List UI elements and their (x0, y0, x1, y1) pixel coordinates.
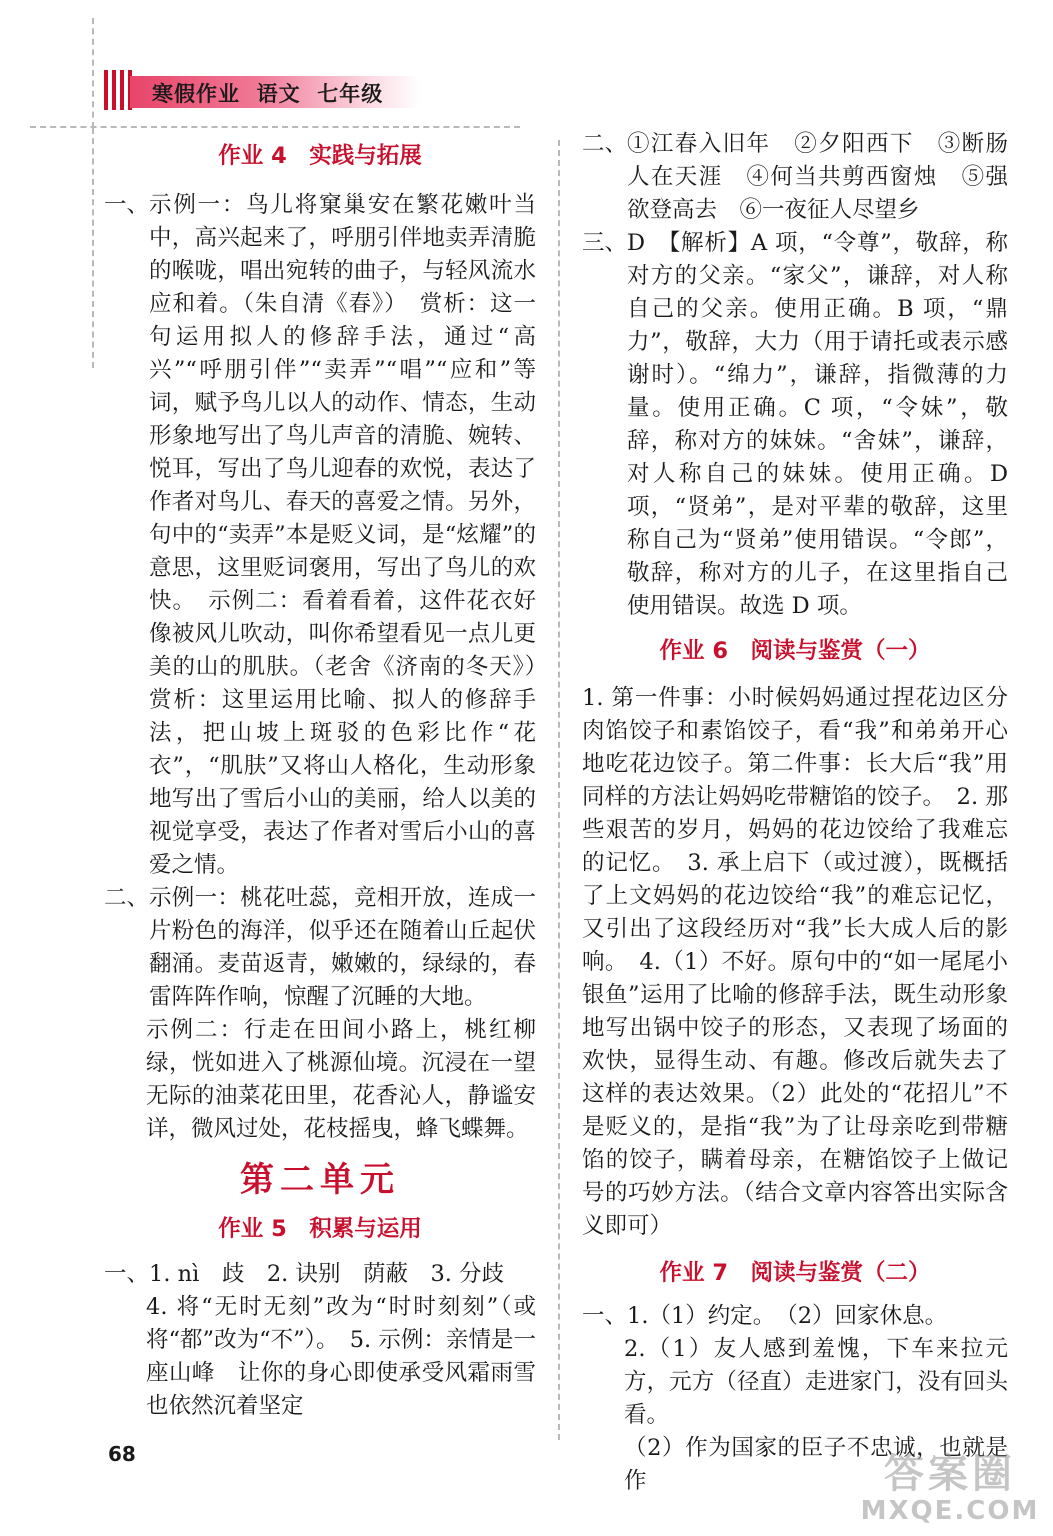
top-vertical-dashed-line (92, 18, 94, 128)
watermark-top-text: 答案圈 (884, 1451, 1016, 1497)
hw4-heading: 作业 4 实践与拓展 (218, 143, 422, 169)
hw7-answer-1-line-3: （2）作为国家的臣子不忠诚，也就是作 (624, 1435, 1008, 1494)
left-margin-dashed-line (92, 128, 94, 368)
hw7-answer-1 (582, 1300, 1008, 1333)
page-number: 68 (108, 1442, 136, 1466)
hw5-heading: 作业 5 积累与运用 (218, 1216, 422, 1242)
hw4-answer-2 (104, 882, 536, 1014)
hw5-answer-3-text: D 【解析】A 项，“令尊”，敬辞，称对方的父亲。“家父”，谦辞，对人称自己的父亲。使用正确。B 项，“鼎力”，敬辞，大力（用于请托或表示感谢时）。“绵力”，谦辞，指微薄的力量。使用正确。C 项，“令妹”，敬辞，称对方的妹妹。“舍妹”，谦辞，对人称自己的妹妹。使用正确。D 项，“贤弟”，是对平辈的敬辞，这里称自己为“贤弟”使用错误。“令郎”，敬辞，称对方的儿子，在这里指自己使用错误。故选 D 项。 (627, 230, 1008, 619)
hw7-answer-1-line-2: 2.（1）友人感到羞愧，下车来拉元方，元方（径直）走进家门，没有回头看。 (624, 1336, 1008, 1428)
item-marker: 二、 (104, 885, 150, 911)
hw5-answer-2 (582, 128, 1008, 227)
item-marker: 一、 (582, 1303, 628, 1329)
hw7-heading: 作业 7 阅读与鉴赏（二） (659, 1260, 931, 1286)
hw5-answer-1-rest: 4. 将“无时无刻”改为“时时刻刻”（或将“都”改为“不”）。 5. 示例：亲情是一座山峰 让你的身心即使承受风霜雨雪也依然沉着坚定 (146, 1294, 536, 1419)
hw5-answer-2-text: ①江春入旧年 ②夕阳西下 ③断肠人在天涯 ④何当共剪西窗烛 ⑤强欲登高去 ⑥一夜征人尽望乡 (627, 131, 1008, 223)
item-marker: 三、 (582, 230, 628, 256)
header-title: 寒假作业 语文 七年级 (152, 81, 384, 106)
column-divider-line (558, 140, 560, 1440)
hw7-answer-1-line-1: 1.（1）约定。 （2）回家休息。 (627, 1303, 948, 1329)
left-column (104, 140, 559, 1423)
right-column (582, 128, 1008, 1498)
hw4-answer-1 (104, 189, 559, 882)
hw4-answer-2-text: 示例一：桃花吐蕊，竞相开放，连成一片粉色的海洋，似乎还在随着山丘起伏翻涌。麦苗返青，嫩嫩的，绿绿的，春雷阵阵作响，惊醒了沉睡的大地。 (149, 885, 536, 1010)
item-marker: 一、 (104, 192, 150, 218)
header-dashed-line (30, 126, 520, 128)
hw5-answer-1-line-1: 1. nì 歧 2. 诀别 荫蔽 3. 分歧 (149, 1261, 505, 1287)
header-accent-bars (104, 70, 132, 110)
hw6-answer-text: 1. 第一件事：小时候妈妈通过捏花边区分肉馅饺子和素馅饺子，看“我”和弟弟开心地吃花边饺子。第二件事：长大后“我”用同样的方法让妈妈吃带糖馅的饺子。 2. 那些艰苦的岁月，妈妈的花边饺给了我难忘的记忆。 3. 承上启下（或过渡），既概括了上文妈妈的花边饺给“我”的难忘记忆，又引出了这段经历对“我”长大成人后的影响。 4.（1）不好。原句中的“如一尾尾小银鱼”运用了比喻的修辞手法，既生动形象地写出锅中饺子的形态，又表现了场面的欢快，显得生动、有趣。修改后就失去了这样的表达效果。（2）此处的“花招儿”不是贬义的，是指“我”为了让母亲吃到带糖馅的饺子，瞒着母亲，在糖馅饺子上做记号的巧妙方法。（结合文章内容答出实际含义即可） (582, 685, 1008, 1239)
watermark-bottom-text: MXQE.COM (860, 1496, 1040, 1526)
unit-title: 第二单元 (240, 1160, 400, 1200)
hw4-answer-1-text: 示例一：鸟儿将窠巢安在繁花嫩叶当中，高兴起来了，呼朋引伴地卖弄清脆的喉咙，唱出宛转的曲子，与轻风流水应和着。（朱自清《春》） 赏析：这一句运用拟人的修辞手法，通过“高兴”“呼朋引伴”“卖弄”“唱”“应和”等词，赋予鸟儿以人的动作、情态，生动形象地写出了鸟儿声音的清脆、婉转、悦耳，写出了鸟儿迎春的欢悦，表达了作者对鸟儿、春天的喜爱之情。另外，句中的“卖弄”本是贬义词，是“炫耀”的意思，这里贬词褒用，写出了鸟儿的欢快。 示例二：看着看着，这件花衣好像被风儿吹动，叫你希望看见一点儿更美的山的肌肤。（老舍《济南的冬天》） 赏析：这里运用比喻、拟人的修辞手法，把山坡上斑驳的色彩比作“花衣”，“肌肤”又将山人格化，生动形象地写出了雪后小山的美丽，给人以美的视觉享受，表达了作者对雪后小山的喜爱之情。 (149, 192, 559, 878)
hw4-answer-2-example-2: 示例二：行走在田间小路上，桃红柳绿，恍如进入了桃源仙境。沉浸在一望无际的油菜花田里，花香沁人，静谧安详，微风过处，花枝摇曳，蜂飞蝶舞。 (146, 1017, 536, 1142)
item-marker: 一、 (104, 1261, 150, 1287)
hw6-heading: 作业 6 阅读与鉴赏（一） (659, 638, 931, 664)
hw5-answer-3 (582, 227, 1008, 623)
hw5-answer-1 (104, 1258, 536, 1291)
watermark-logo (855, 1452, 1045, 1530)
item-marker: 二、 (582, 131, 628, 157)
